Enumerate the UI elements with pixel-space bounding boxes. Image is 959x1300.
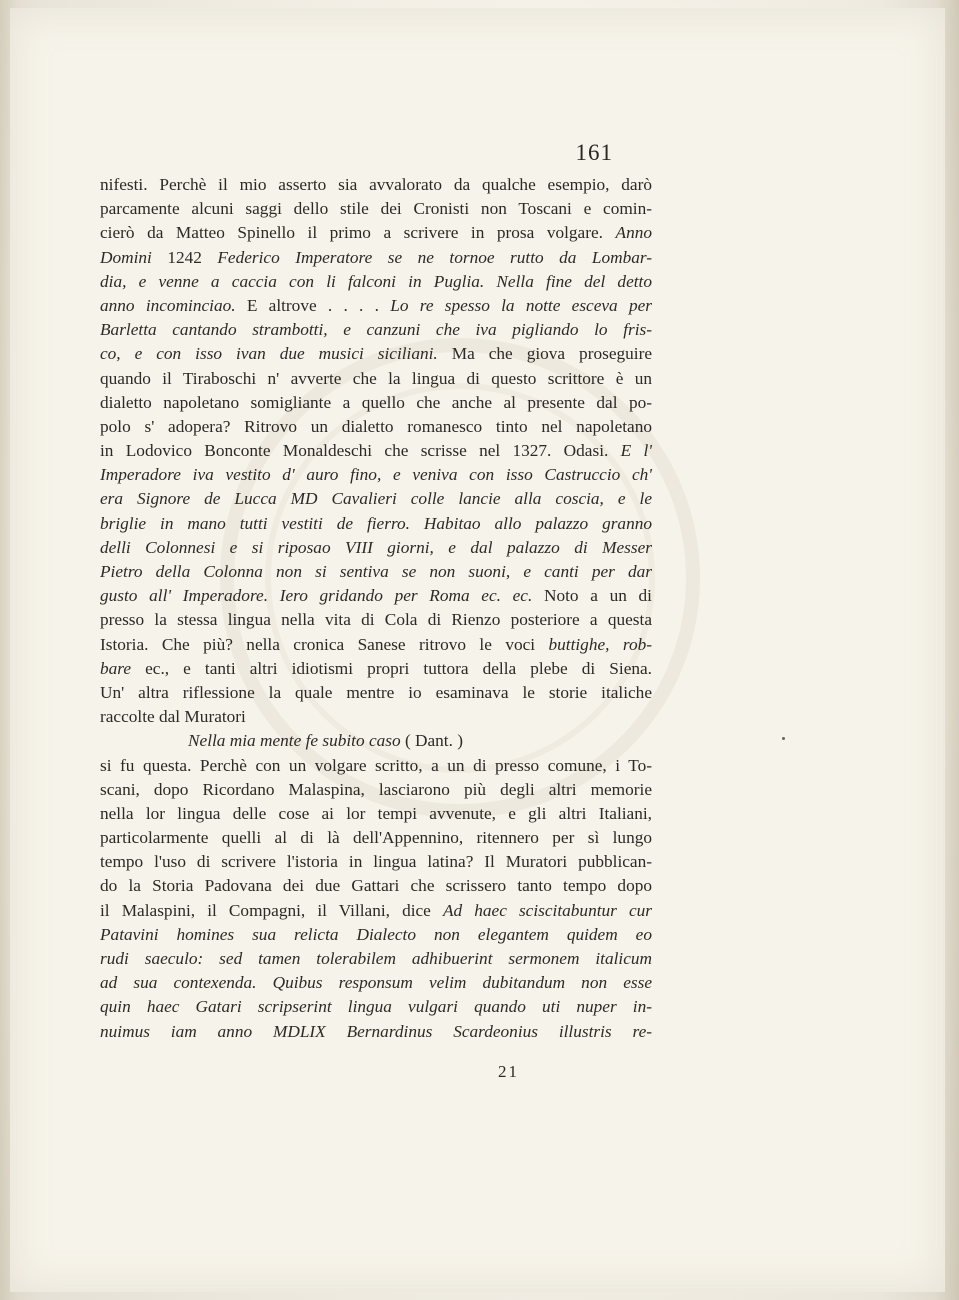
italic-text: Nella mia mente fe subito caso	[188, 731, 401, 751]
text-line	[100, 439, 652, 463]
text-line	[100, 270, 652, 294]
text-line	[100, 463, 652, 487]
text-line	[100, 173, 652, 197]
text-span: particolarmente quelli al di là dell'Appennino, ritennero per sì lungo	[100, 828, 652, 848]
italic-text: Patavini homines sua relicta Dialecto non elegantem quidem eo	[100, 924, 652, 944]
italic-text: delli Colonnesi e si riposao VIII giorni, e dal palazzo di Messer	[100, 537, 652, 557]
text-line	[100, 633, 652, 657]
italic-text: Imperadore iva vestito d' auro fino, e veniva con isso Castruccio ch'	[100, 465, 652, 485]
text-span: ( Dant. )	[400, 731, 464, 751]
text-line	[100, 947, 652, 971]
italic-text: Lo re spesso la notte esceva per	[390, 295, 652, 315]
italic-text: Pietro della Colonna non si sentiva se non suoni, e canti per dar	[100, 562, 652, 581]
text-line	[100, 536, 652, 560]
text-span: Noto a un di	[532, 586, 652, 606]
text-span: in Lodovico Bonconte Monaldeschi che scrisse nel 1327. Odasi.	[100, 441, 621, 461]
text-span: si fu questa. Perchè con un volgare scritto, a un di presso comune, i To-	[100, 755, 652, 775]
text-span: parcamente alcuni saggi dello stile dei Cronisti non Toscani e comin-	[100, 199, 652, 219]
italic-text: era Signore de Lucca MD Cavalieri colle lancie alla coscia, e le	[100, 489, 652, 509]
italic-text: Ad haec sciscitabuntur cur	[442, 900, 652, 920]
italic-text: anno incominciao.	[100, 295, 236, 315]
text-line	[100, 512, 652, 536]
text-span: quando il Tiraboschi n' avverte che la lingua di questo scrittore è un	[100, 368, 652, 388]
text-line	[100, 826, 652, 850]
text-line	[100, 923, 652, 947]
italic-text: rudi saeculo: sed tamen tolerabilem adhibuerint sermonem italicum	[100, 949, 652, 968]
text-span: Un' altra riflessione la quale mentre io esaminava le storie italiche	[100, 682, 652, 702]
italic-text: Anno	[615, 223, 652, 243]
text-line	[100, 246, 652, 270]
text-span: nella lor lingua delle cose ai lor tempi avvenute, e gli altri Italiani,	[100, 803, 652, 823]
italic-text: quin haec Gatari scripserint lingua vulgari quando uti nuper in-	[100, 997, 652, 1017]
text-line	[100, 850, 652, 874]
text-span: nifesti. Perchè il mio asserto sia avvalorato da qualche esempio, darò	[100, 175, 652, 194]
italic-text: bare	[100, 658, 132, 678]
text-span: Ma che giova proseguire	[437, 344, 652, 364]
text-span: presso la stessa lingua nella vita di Cola di Rienzo posteriore a questa	[100, 610, 652, 630]
text-line	[100, 487, 652, 511]
text-span: il Malaspini, il Compagni, il Villani, dice	[100, 900, 443, 920]
text-line	[100, 754, 652, 778]
text-line	[100, 802, 652, 826]
text-line	[100, 197, 652, 221]
italic-text: co, e con isso ivan due musici siciliani.	[100, 344, 438, 364]
text-line	[100, 318, 652, 342]
text-line	[100, 657, 652, 681]
text-line	[100, 608, 652, 632]
text-span: cierò da Matteo Spinello il primo a scrivere in prosa volgare.	[100, 223, 616, 243]
text-span: ec., e tanti altri idiotismi propri tuttora della plebe di Siena.	[131, 658, 652, 678]
text-line	[100, 294, 652, 318]
text-line	[100, 681, 652, 705]
paper-speck	[782, 737, 785, 740]
italic-text: E l'	[620, 441, 653, 461]
italic-text: ad sua contexenda. Quibus responsum velim dubitandum non esse	[100, 973, 652, 993]
text-line	[100, 584, 652, 608]
text-line	[100, 778, 652, 802]
body-text	[100, 173, 652, 1044]
text-line	[100, 705, 652, 729]
text-span: raccolte dal Muratori	[100, 707, 246, 727]
text-line	[100, 391, 652, 415]
italic-text: gusto all' Imperadore. Iero gridando per Roma ec. ec.	[100, 586, 533, 606]
italic-text: Domini	[100, 247, 152, 267]
text-span: E altrove . . . .	[235, 295, 391, 315]
italic-text: dia, e venne a caccia con li falconi in Puglia. Nella fine del detto	[100, 271, 652, 291]
text-span: tempo l'uso di scrivere l'istoria in lingua latina? Il Muratori pubblican-	[100, 852, 652, 872]
text-line	[100, 729, 652, 753]
text-span: scani, dopo Ricordano Malaspina, lasciarono più degli altri memorie	[100, 779, 652, 799]
text-span: 1242	[151, 247, 218, 267]
text-line	[100, 560, 652, 584]
text-line	[100, 899, 652, 923]
text-span: Istoria. Che più? nella cronica Sanese ritrovo le voci	[100, 634, 549, 654]
text-line	[100, 995, 652, 1019]
text-line	[100, 221, 652, 245]
text-line	[100, 971, 652, 995]
signature-mark: 21	[498, 1062, 519, 1081]
page-number: 161	[575, 140, 613, 165]
text-span: polo s' adopera? Ritrovo un dialetto romanesco tinto nel napoletano	[100, 416, 652, 436]
text-span: do la Storia Padovana dei due Gattari che scrissero tanto tempo dopo	[100, 876, 652, 896]
italic-text: briglie in mano tutti vestiti de fierro. Habitao allo palazzo granno	[100, 513, 652, 533]
italic-text: Barletta cantando strambotti, e canzuni che iva pigliando lo fris-	[100, 320, 652, 340]
text-span: dialetto napoletano somigliante a quello che anche al presente dal po-	[100, 392, 652, 412]
italic-text: nuimus iam anno MDLIX Bernardinus Scardeonius illustris re-	[100, 1021, 652, 1041]
text-line	[100, 874, 652, 898]
text-line	[100, 367, 652, 391]
text-line	[100, 342, 652, 366]
italic-text: buttighe, rob-	[548, 634, 652, 654]
text-line	[100, 1020, 652, 1044]
italic-text: Federico Imperatore se ne tornoe rutto da Lombar-	[217, 247, 653, 267]
text-line	[100, 415, 652, 439]
